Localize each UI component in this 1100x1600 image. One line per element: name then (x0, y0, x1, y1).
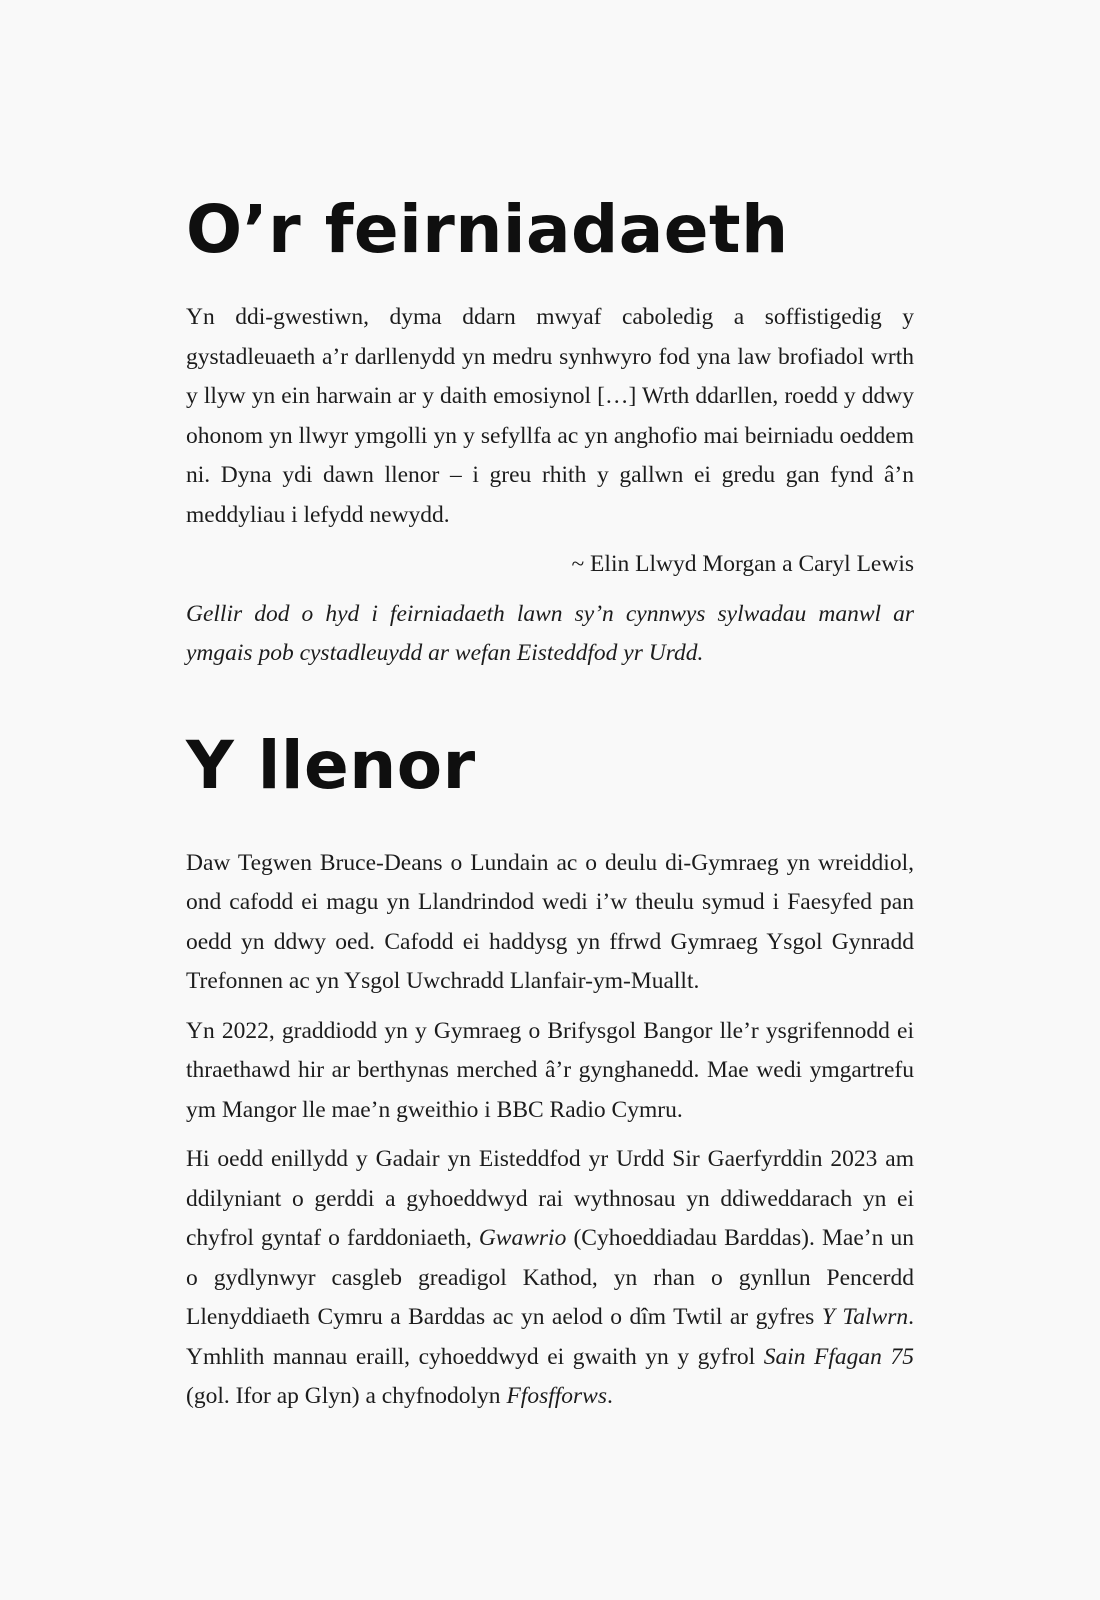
adjudication-quote: Yn ddi-gwestiwn, dyma ddarn mwyaf caboledig a soffistigedig y gystadleuaeth a’r darllenydd yn medru synhwyro fod yna law brofiadol wrth y llyw yn ein harwain ar y daith emosiynol […] Wrth ddarllen, roedd y ddwy ohonom yn llwyr ymgolli yn y sefyllfa ac yn anghofio mai beirniadu oeddem ni. Dyna ydi dawn llenor – i greu rhith y gallwn ei gredu gan fynd â’n meddyliau i lefydd newydd. (186, 304, 914, 528)
journal-title-ffosfforws: Ffosfforws (506, 1383, 607, 1409)
section-heading-critique: O’r feirniadaeth (186, 191, 789, 268)
bio-text-segment: Hi oedd enillydd y Gadair yn Eisteddfod yr Urdd Sir Gaerfyrddin 2023 am ddilyniant o gerddi a gyhoeddwyd rai wythnosau yn ddiweddarach yn ei chyfrol gyntaf o farddoniaeth, (186, 1146, 914, 1251)
bio-text-segment: . Ymhlith mannau eraill, cyhoeddwyd ei gwaith yn y gyfrol (186, 1304, 914, 1370)
author-bio-paragraph-1: Daw Tegwen Bruce-Deans o Lundain ac o deulu di-Gymraeg yn wreiddiol, ond cafodd ei magu yn Llandrindod wedi i’w theulu symud i Faesyfed pan oedd yn ddwy oed. Cafodd ei haddysg yn ffrwd Gymraeg Ysgol Gynradd Trefonnen ac yn Ysgol Uwchradd Llanfair-ym-Muallt. (186, 849, 914, 994)
author-bio-paragraph-3 (186, 1140, 914, 1417)
adjudicators-signature: ~ Elin Llwyd Morgan a Caryl Lewis (571, 551, 914, 577)
author-bio-paragraph-2: Yn 2022, graddiodd yn y Gymraeg o Brifysgol Bangor lle’r ysgrifennodd ei thraethawd hir ar berthynas merched â’r gynghanedd. Mae wedi ymgartrefu ym Mangor lle mae’n gweithio i BBC Radio Cymru. (186, 1017, 914, 1123)
book-title-gwawrio: Gwawrio (478, 1225, 567, 1251)
bio-text-segment: (Cyhoeddiadau Barddas). Mae’n un o gydlynwyr casgleb greadigol Kathod, yn rhan o gynllun Pencerdd Llenyddiaeth Cymru a Barddas ac yn aelod o dîm Twtil ar gyfres (186, 1225, 914, 1330)
programme-title-talwrn: Y Talwrn (821, 1304, 909, 1330)
book-title-sain-ffagan: Sain Ffagan 75 (763, 1343, 914, 1370)
bio-text-segment: . (607, 1383, 613, 1409)
document-page (186, 190, 914, 1417)
full-adjudication-note: Gellir dod o hyd i feirniadaeth lawn sy’n cynnwys sylwadau manwl ar ymgais pob cystadleuydd ar wefan Eisteddfod yr Urdd. (186, 600, 914, 666)
bio-text-segment: (gol. Ifor ap Glyn) a chyfnodolyn (186, 1383, 507, 1409)
section-heading-author: Y llenor (186, 726, 476, 804)
